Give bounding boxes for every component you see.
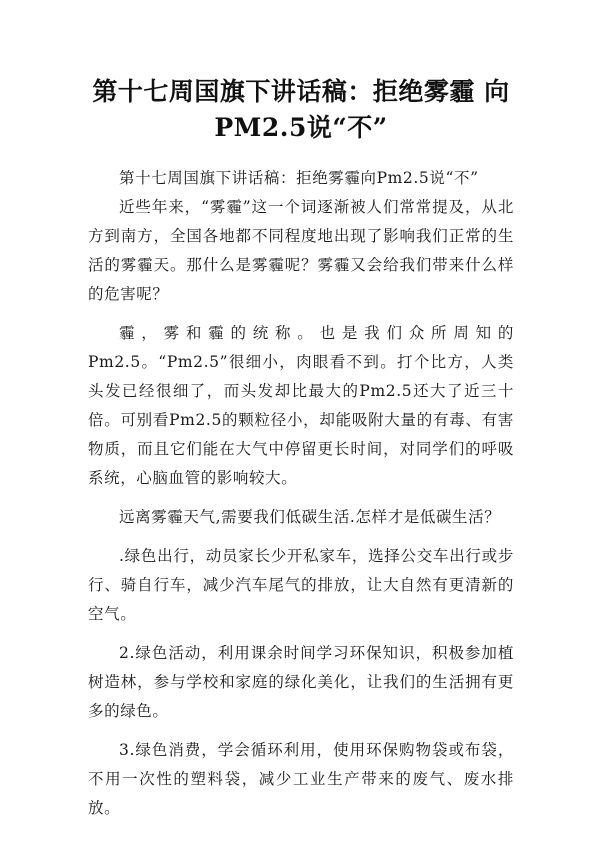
paragraph-subtitle: 第十七周国旗下讲话稿：拒绝雾霾向Pm2.5说“不” [119, 169, 479, 187]
paragraph-intro: 近些年来，“雾霾”这一个词逐渐被人们常常提及，从北方到南方，全国各地都不同程度地出现了影响我们正常的生活的雾霾天。那什么是雾霾呢？雾霾又会给我们带来什么样的危害呢？ [88, 198, 514, 303]
paragraph-pm25-explanation: 霾，雾和霾的统称。也是我们众所周知的Pm2.5。“Pm2.5”很细小，肉眼看不到。打个比方，人类头发已经很细了，而头发却比最大的Pm2.5还大了近三十倍。可别看Pm2.5的颗粒径小，却能吸附大量的有毒、有害物质，而且它们能在大气中停留更长时间，对同学们的呼吸系统，心脑血管的影响较大。 [88, 324, 514, 487]
document-title [88, 74, 514, 146]
paragraph-green-travel: .绿色出行，动员家长少开私家车，选择公交车出行或步行、骑自行车，减少汽车尾气的排放，让大自然有更清新的空气。 [88, 547, 514, 623]
paragraph-low-carbon-question: 远离雾霾天气,需要我们低碳生活.怎样才是低碳生活？ [119, 508, 501, 526]
paragraph-green-activity: 2.绿色活动，利用课余时间学习环保知识，积极参加植树造林，参与学校和家庭的绿化美化，让我们的生活拥有更多的绿色。 [88, 644, 514, 720]
paragraph-green-consumption: 3.绿色消费，学会循环利用，使用环保购物袋或布袋，不用一次性的塑料袋，减少工业生产带来的废气、废水排放。 [88, 741, 514, 817]
document-title-line-1: 第十七周国旗下讲话稿：拒绝雾霾 向 [92, 77, 510, 106]
document-title-line-2: PM2.5说“不” [214, 113, 388, 142]
